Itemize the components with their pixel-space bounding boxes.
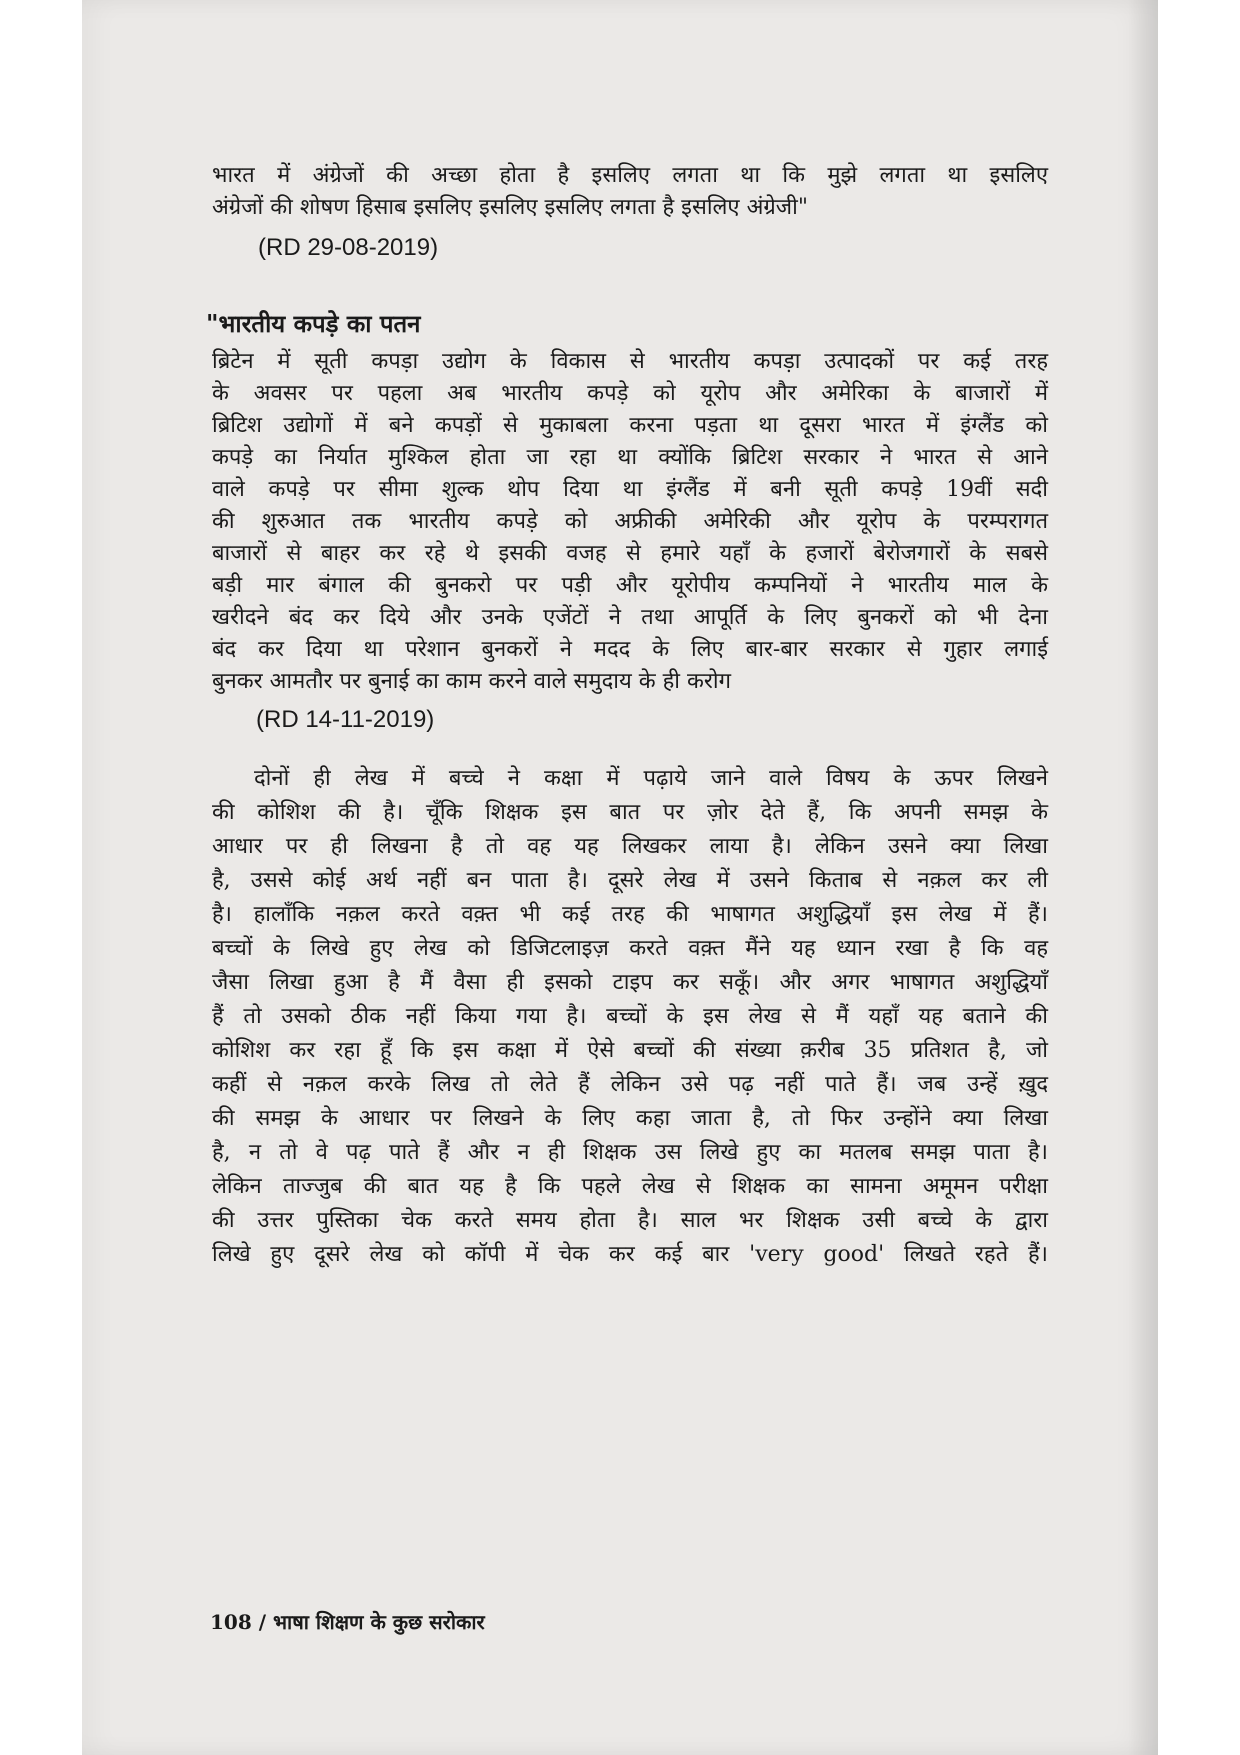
- top-quote-line: अंग्रेजों की शोषण हिसाब इसलिए इसलिए इसलिए लगता है इसलिए अंग्रेजी": [212, 195, 808, 220]
- page-footer: 108 / भाषा शिक्षण के कुछ सरोकार: [210, 1610, 485, 1634]
- commentary-line: बच्चों के लिखे हुए लेख को डिजिटलाइज़ करते वक़्त मैंने यह ध्यान रखा है कि वह: [212, 936, 1048, 961]
- page-edge-shadow: [1128, 0, 1158, 1755]
- commentary-line: हैं तो उसको ठीक नहीं किया गया है। बच्चों के इस लेख से मैं यहाँ यह बताने की: [212, 1004, 1048, 1029]
- second-quote-line: खरीदने बंद कर दिये और उनके एजेंटों ने तथा आपूर्ति के लिए बुनकरों को भी देना: [212, 605, 1048, 630]
- second-quote-line: बाजारों से बाहर कर रहे थे इसकी वजह से हमारे यहाँ के हजारों बेरोजगारों के सबसे: [212, 541, 1048, 566]
- commentary-line: की समझ के आधार पर लिखने के लिए कहा जाता है, तो फिर उन्होंने क्या लिखा: [212, 1106, 1048, 1131]
- commentary-paragraph: [212, 762, 1048, 1272]
- commentary-line: की उत्तर पुस्तिका चेक करते समय होता है। साल भर शिक्षक उसी बच्चे के द्वारा: [212, 1208, 1048, 1233]
- second-quote-line: वाले कपड़े पर सीमा शुल्क थोप दिया था इंग्लैंड में बनी सूती कपड़े 19वीं सदी: [212, 477, 1048, 502]
- page-content: [206, 160, 1048, 1272]
- commentary-line: जैसा लिखा हुआ है मैं वैसा ही इसको टाइप कर सकूँ। और अगर भाषागत अशुद्धियाँ: [212, 970, 1048, 995]
- commentary-line: की कोशिश की है। चूँकि शिक्षक इस बात पर ज़ोर देते हैं, कि अपनी समझ के: [212, 800, 1048, 825]
- second-quote-source: (RD 14-11-2019): [256, 706, 435, 733]
- commentary-line: दोनों ही लेख में बच्चे ने कक्षा में पढ़ाये जाने वाले विषय के ऊपर लिखने: [254, 766, 1048, 791]
- commentary-line: लिखे हुए दूसरे लेख को कॉपी में चेक कर कई बार 'very good' लिखते रहते हैं।: [212, 1242, 1048, 1267]
- commentary-line: कोशिश कर रहा हूँ कि इस कक्षा में ऐसे बच्चों की संख्या क़रीब 35 प्रतिशत है, जो: [212, 1038, 1048, 1063]
- second-quote-line: बुनकर आमतौर पर बुनाई का काम करने वाले समुदाय के ही करोग: [212, 669, 731, 694]
- commentary-line: आधार पर ही लिखना है तो वह यह लिखकर लाया है। लेकिन उसने क्या लिखा: [212, 834, 1048, 859]
- second-quote-line: के अवसर पर पहला अब भारतीय कपड़े को यूरोप और अमेरिका के बाजारों में: [212, 381, 1048, 406]
- second-quote-line: ब्रिटेन में सूती कपड़ा उद्योग के विकास से भारतीय कपड़ा उत्पादकों पर कई तरह: [212, 349, 1048, 374]
- second-quote-line: ब्रिटिश उद्योगों में बने कपड़ों से मुकाबला करना पड़ता था दूसरा भारत में इंग्लैंड को: [212, 413, 1048, 438]
- commentary-line: है, न तो वे पढ़ पाते हैं और न ही शिक्षक उस लिखे हुए का मतलब समझ पाता है।: [212, 1140, 1048, 1165]
- commentary-line: है, उससे कोई अर्थ नहीं बन पाता है। दूसरे लेख में उसने किताब से नक़ल कर ली: [212, 868, 1048, 893]
- second-quote-line: कपड़े का निर्यात मुश्किल होता जा रहा था क्योंकि ब्रिटिश सरकार ने भारत से आने: [212, 445, 1048, 470]
- second-quote-block: [206, 308, 1048, 744]
- top-quote-line: भारत में अंग्रेजों की अच्छा होता है इसलिए लगता था कि मुझे लगता था इसलिए: [212, 163, 1048, 188]
- commentary-line: है। हालाँकि नक़ल करते वक़्त भी कई तरह की भाषागत अशुद्धियाँ इस लेख में हैं।: [212, 902, 1048, 927]
- top-quote-source: (RD 29-08-2019): [258, 234, 439, 261]
- top-quote-block: [212, 160, 1048, 272]
- second-quote-title: "भारतीय कपड़े का पतन: [206, 309, 421, 338]
- second-quote-line: की शुरुआत तक भारतीय कपड़े को अफ्रीकी अमेरिकी और यूरोप के परम्परागत: [212, 509, 1048, 534]
- second-quote-line: बंद कर दिया था परेशान बुनकरों ने मदद के लिए बार-बार सरकार से गुहार लगाई: [212, 637, 1048, 662]
- second-quote-line: बड़ी मार बंगाल की बुनकरो पर पड़ी और यूरोपीय कम्पनियों ने भारतीय माल के: [212, 573, 1048, 598]
- commentary-line: लेकिन ताज्जुब की बात यह है कि पहले लेख से शिक्षक का सामना अमूमन परीक्षा: [212, 1174, 1048, 1199]
- commentary-line: कहीं से नक़ल करके लिख तो लेते हैं लेकिन उसे पढ़ नहीं पाते हैं। जब उन्हें ख़ुद: [212, 1072, 1048, 1097]
